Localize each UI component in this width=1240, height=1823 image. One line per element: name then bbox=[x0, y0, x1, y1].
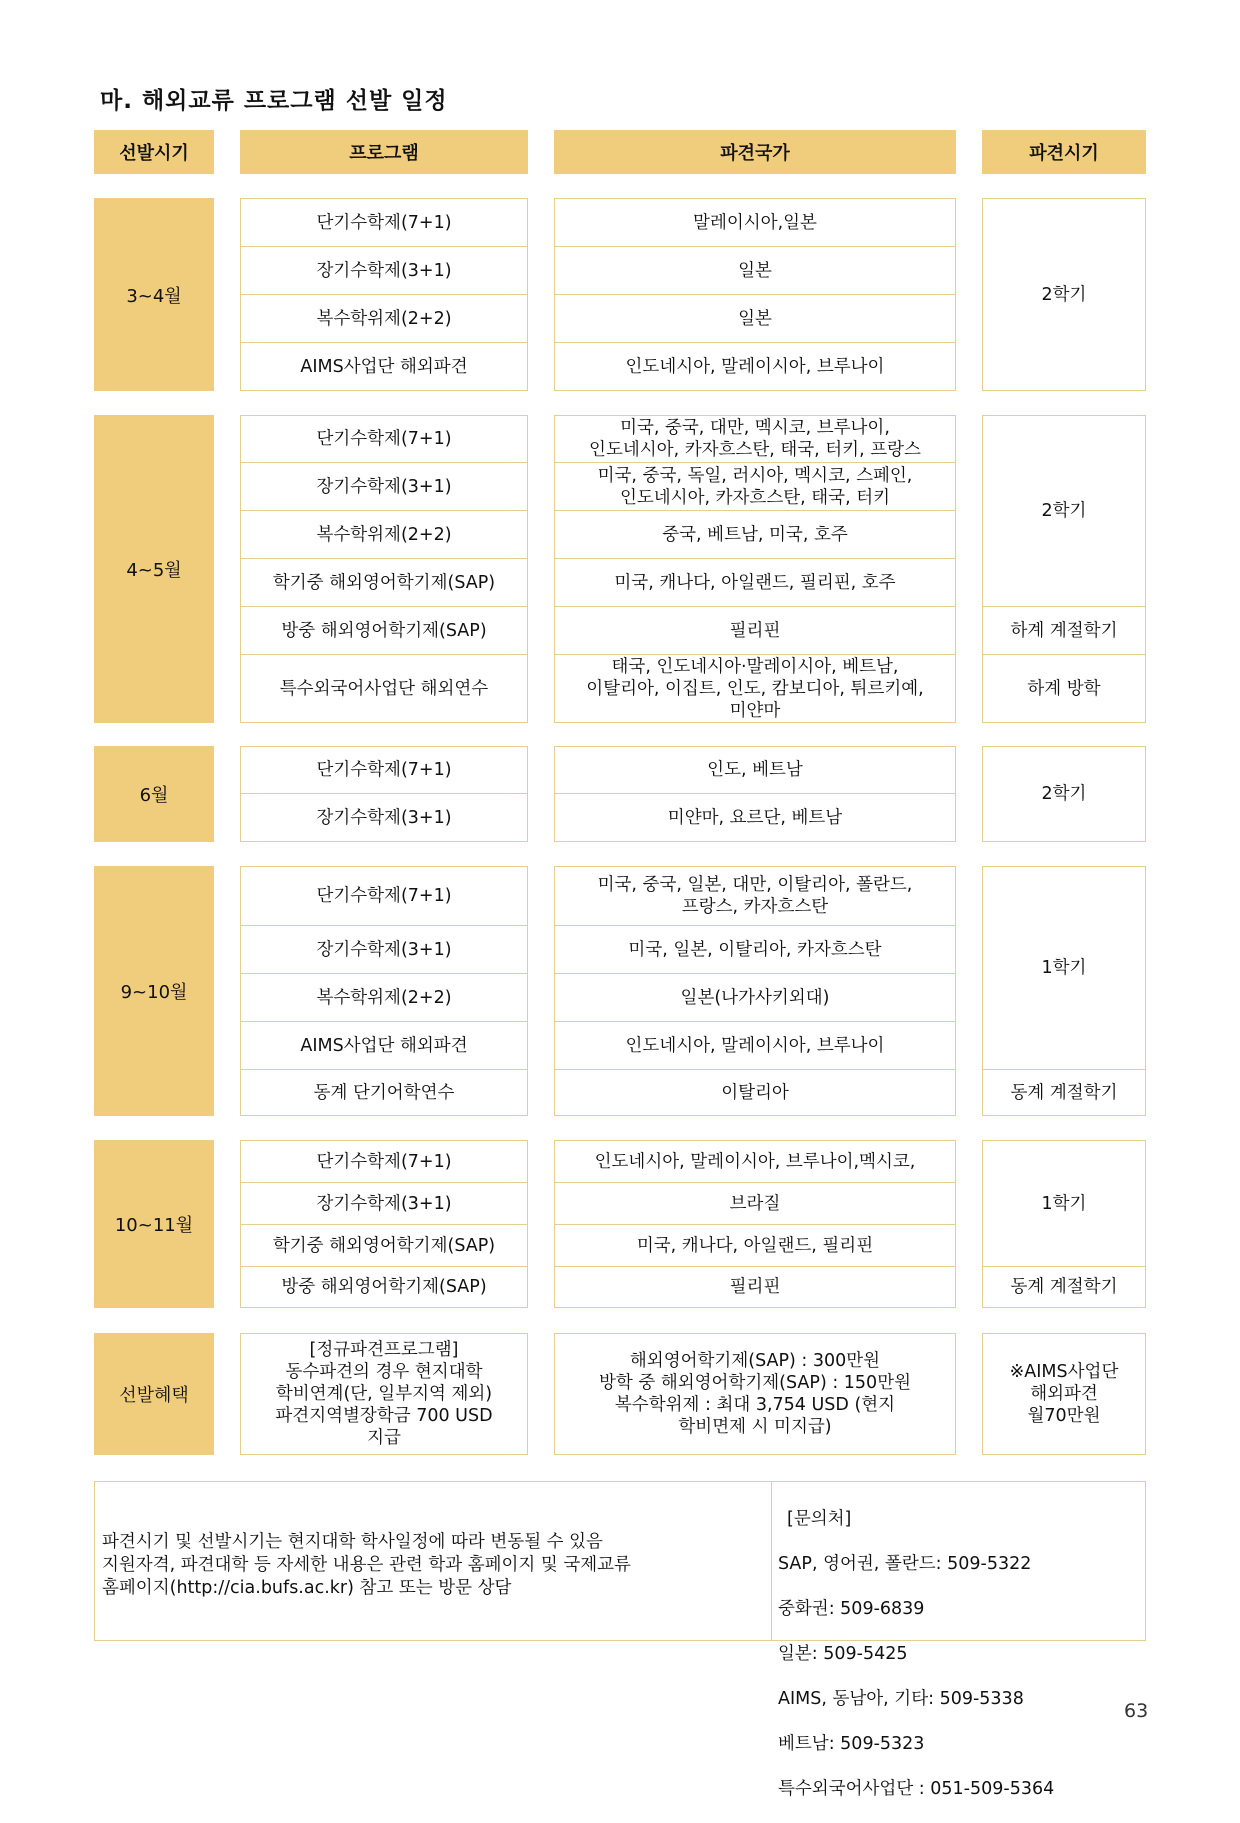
period-cell-3-4: 3~4월 bbox=[94, 198, 214, 391]
program-cell: 단기수학제(7+1) bbox=[241, 747, 527, 794]
benefit-country: 해외영어학기제(SAP) : 300만원 방학 중 해외영어학기제(SAP) : 150만원 복수학위제 : 최대 3,754 USD (현지 학비면제 시 미지급) bbox=[598, 1351, 912, 1437]
program-cell: 학기중 해외영어학기제(SAP) bbox=[241, 559, 527, 607]
country-cell: 인도네시아, 말레이시아, 브루나이 bbox=[625, 356, 885, 377]
country-cell: 인도, 베트남 bbox=[555, 747, 955, 794]
header-dispatch: 파견시기 bbox=[982, 130, 1146, 174]
program-column-4-5 bbox=[240, 415, 528, 723]
country-column-3-4 bbox=[554, 198, 956, 391]
contact-line: 특수외국어사업단 : 051-509-5364 bbox=[778, 1778, 1055, 1799]
country-column-10-11 bbox=[554, 1140, 956, 1308]
dispatch-column-3-4 bbox=[982, 198, 1146, 391]
country-cell: 말레이시아,일본 bbox=[555, 199, 955, 247]
dispatch-cell: 2학기 bbox=[1041, 284, 1087, 305]
program-cell: AIMS사업단 해외파견 bbox=[300, 356, 468, 377]
period-cell-6: 6월 bbox=[94, 746, 214, 842]
program-cell: 복수학위제(2+2) bbox=[241, 295, 527, 343]
country-cell: 일본 bbox=[555, 247, 955, 295]
country-cell: 미국, 일본, 이탈리아, 카자흐스탄 bbox=[555, 926, 955, 974]
benefit-dispatch-box bbox=[982, 1333, 1146, 1455]
contact-line: 중화권: 509-6839 bbox=[778, 1598, 925, 1619]
country-cell: 필리핀 bbox=[555, 607, 955, 655]
program-cell: 장기수학제(3+1) bbox=[316, 807, 452, 828]
country-cell: 이탈리아 bbox=[721, 1082, 789, 1103]
program-column-6 bbox=[240, 746, 528, 842]
benefit-dispatch: ※AIMS사업단 해외파견 월70만원 bbox=[1009, 1362, 1119, 1426]
country-cell: 중국, 베트남, 미국, 호주 bbox=[555, 511, 955, 559]
program-column-9-10 bbox=[240, 866, 528, 1116]
country-cell: 미국, 중국, 대만, 멕시코, 브루나이, 인도네시아, 카자흐스탄, 태국, 터키, 프랑스 bbox=[555, 416, 955, 463]
contact-block bbox=[778, 1485, 1144, 1823]
header-program: 프로그램 bbox=[240, 130, 528, 174]
page-title: 마. 해외교류 프로그램 선발 일정 bbox=[100, 88, 448, 114]
country-cell: 태국, 인도네시아·말레이시아, 베트남, 이탈리아, 이집트, 인도, 캄보디아, 튀르키예, 미얀마 bbox=[586, 656, 924, 721]
dispatch-column-4-5 bbox=[982, 415, 1146, 723]
country-cell: 필리핀 bbox=[729, 1277, 781, 1297]
contact-line: SAP, 영어권, 폴란드: 509-5322 bbox=[778, 1553, 1032, 1574]
program-cell: 단기수학제(7+1) bbox=[241, 199, 527, 247]
benefit-country-box bbox=[554, 1333, 956, 1455]
dispatch-cell: 동계 계절학기 bbox=[1010, 1082, 1118, 1103]
country-cell: 인도네시아, 말레이시아, 브루나이 bbox=[555, 1022, 955, 1070]
dispatch-column-9-10 bbox=[982, 866, 1146, 1116]
country-cell: 미국, 중국, 일본, 대만, 이탈리아, 폴란드, 프랑스, 카자흐스탄 bbox=[555, 867, 955, 926]
country-cell: 인도네시아, 말레이시아, 브루나이,멕시코, bbox=[555, 1141, 955, 1183]
period-cell-4-5: 4~5월 bbox=[94, 415, 214, 723]
period-cell-10-11: 10~11월 bbox=[94, 1140, 214, 1308]
footer-divider bbox=[771, 1481, 772, 1641]
program-cell: 방중 해외영어학기제(SAP) bbox=[241, 607, 527, 655]
program-cell: 단기수학제(7+1) bbox=[241, 1141, 527, 1183]
dispatch-cell: 하계 계절학기 bbox=[983, 607, 1145, 655]
benefit-label: 선발혜택 bbox=[94, 1333, 214, 1455]
country-cell: 일본(나가사키외대) bbox=[555, 974, 955, 1022]
program-cell: 방중 해외영어학기제(SAP) bbox=[281, 1277, 487, 1297]
benefit-program: [정규파견프로그램] 동수파견의 경우 현지대학 학비연계(단, 일부지역 제외) 파견지역별장학금 700 USD 지급 bbox=[275, 1340, 493, 1448]
program-cell: AIMS사업단 해외파견 bbox=[241, 1022, 527, 1070]
program-cell: 장기수학제(3+1) bbox=[241, 247, 527, 295]
header-country: 파견국가 bbox=[554, 130, 956, 174]
dispatch-cell: 동계 계절학기 bbox=[1010, 1277, 1118, 1297]
dispatch-cell: 1학기 bbox=[983, 1141, 1145, 1267]
dispatch-cell: 2학기 bbox=[1041, 784, 1087, 804]
country-column-9-10 bbox=[554, 866, 956, 1116]
country-cell: 미국, 캐나다, 아일랜드, 필리핀, 호주 bbox=[555, 559, 955, 607]
dispatch-column-10-11 bbox=[982, 1140, 1146, 1308]
header-period: 선발시기 bbox=[94, 130, 214, 174]
program-column-10-11 bbox=[240, 1140, 528, 1308]
contact-line: 일본: 509-5425 bbox=[778, 1643, 908, 1664]
contact-title: [문의처] bbox=[787, 1508, 852, 1529]
dispatch-column-6 bbox=[982, 746, 1146, 842]
country-cell: 미얀마, 요르단, 베트남 bbox=[667, 807, 843, 828]
country-column-4-5 bbox=[554, 415, 956, 723]
dispatch-cell: 2학기 bbox=[983, 416, 1145, 607]
program-cell: 특수외국어사업단 해외연수 bbox=[279, 678, 489, 699]
benefit-program-box bbox=[240, 1333, 528, 1455]
country-cell: 미국, 중국, 독일, 러시아, 멕시코, 스페인, 인도네시아, 카자흐스탄, 태국, 터키 bbox=[555, 463, 955, 511]
dispatch-cell: 1학기 bbox=[983, 867, 1145, 1070]
country-cell: 일본 bbox=[555, 295, 955, 343]
dispatch-cell: 하계 방학 bbox=[1027, 678, 1101, 699]
country-cell: 브라질 bbox=[555, 1183, 955, 1225]
program-cell: 동계 단기어학연수 bbox=[313, 1082, 455, 1103]
contact-line: AIMS, 동남아, 기타: 509-5338 bbox=[778, 1688, 1024, 1709]
program-column-3-4 bbox=[240, 198, 528, 391]
page-number: 63 bbox=[1124, 1700, 1149, 1722]
program-cell: 학기중 해외영어학기제(SAP) bbox=[241, 1225, 527, 1267]
footer-notice: 파견시기 및 선발시기는 현지대학 학사일정에 따라 변동될 수 있음 지원자격, 파견대학 등 자세한 내용은 관련 학과 홈페이지 및 국제교류 홈페이지(http://cia.bufs.ac.kr) 참고 또는 방문 상담 bbox=[102, 1532, 631, 1598]
program-cell: 복수학위제(2+2) bbox=[241, 974, 527, 1022]
country-cell: 미국, 캐나다, 아일랜드, 필리핀 bbox=[555, 1225, 955, 1267]
country-column-6 bbox=[554, 746, 956, 842]
program-cell: 장기수학제(3+1) bbox=[241, 463, 527, 511]
program-cell: 장기수학제(3+1) bbox=[241, 1183, 527, 1225]
program-cell: 복수학위제(2+2) bbox=[241, 511, 527, 559]
period-cell-9-10: 9~10월 bbox=[94, 866, 214, 1116]
program-cell: 단기수학제(7+1) bbox=[241, 867, 527, 926]
contact-line: 베트남: 509-5323 bbox=[778, 1733, 925, 1754]
program-cell: 장기수학제(3+1) bbox=[241, 926, 527, 974]
program-cell: 단기수학제(7+1) bbox=[241, 416, 527, 463]
